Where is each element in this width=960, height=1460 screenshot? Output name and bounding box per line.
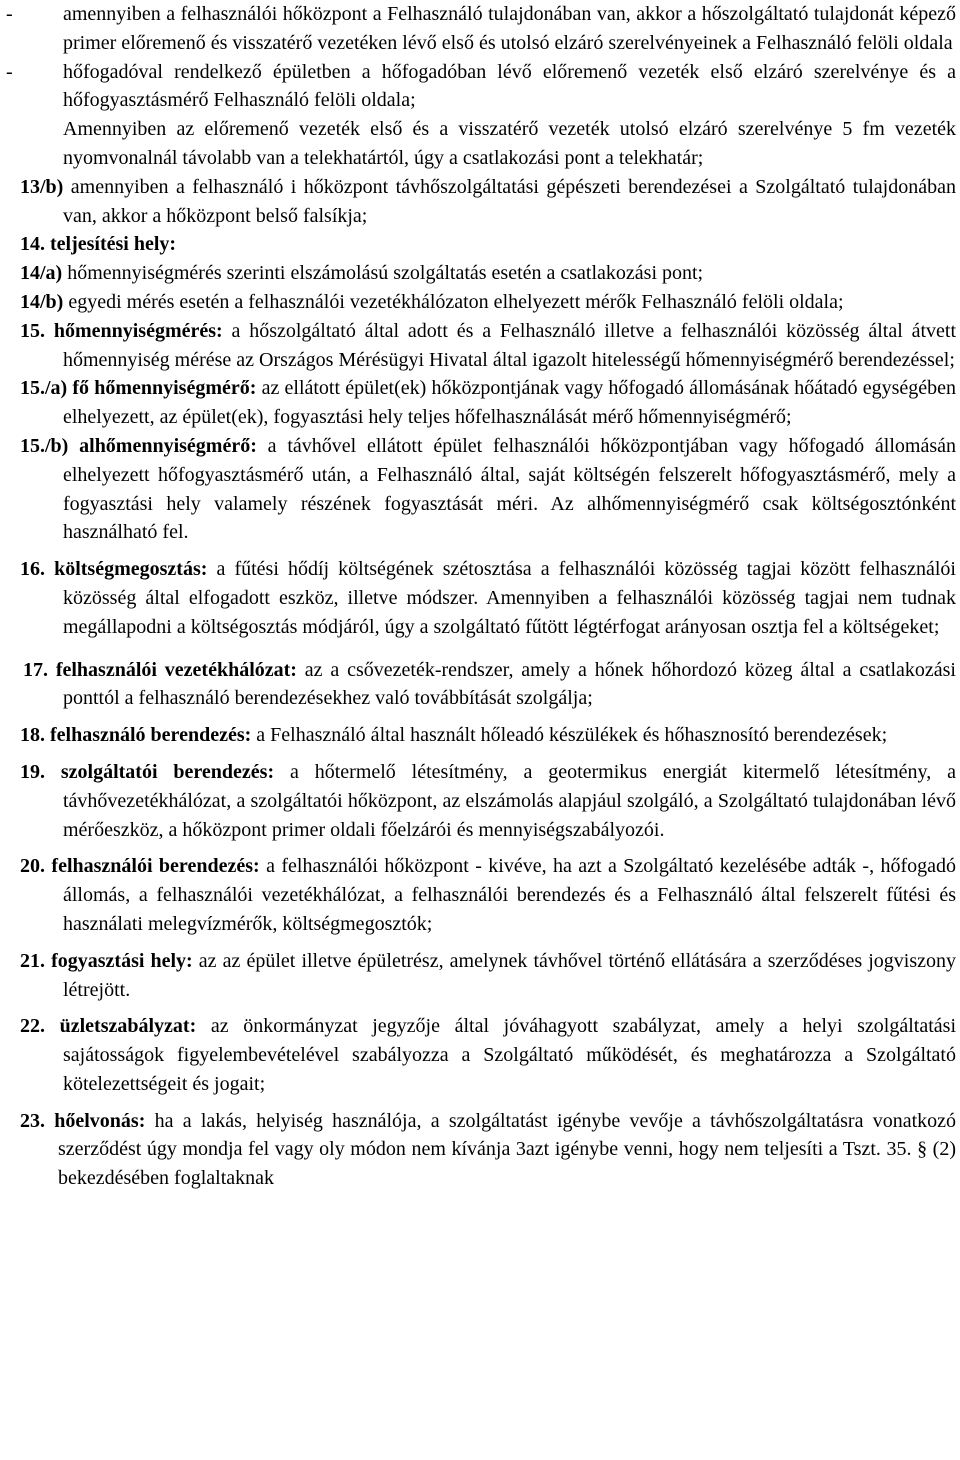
defined-term: hőelvonás: xyxy=(45,1109,146,1132)
item-number: 21. xyxy=(20,949,45,972)
paragraph-text: amennyiben a felhasználói hőközpont a Felhasználó tulajdonában van, akkor a hőszolgáltató tulajdonát képező primer előremenő és visszatérő vezetéken lévő első és utolsó elzáró szerelvényeinek a Felhasználó felöli oldala xyxy=(63,3,956,54)
definition-item xyxy=(0,1107,960,1193)
definition-item xyxy=(0,721,960,750)
item-number: 15./a) xyxy=(20,377,68,400)
definition-item xyxy=(0,317,960,375)
definition-text: a hőtermelő létesítmény, a geotermikus energiát kitermelő létesítmény, a távhővezetékhálózat, a szolgáltatói hőközpont, az elszámolás alapjául szolgáló, a Szolgáltató tulajdonában lévő mérőeszköz, a hőközpont primer oldali főelzárói és mennyiségszabályozói. xyxy=(63,760,956,841)
indented-paragraph xyxy=(0,115,960,173)
definition-text: amennyiben a felhasználó i hőközpont távhőszolgáltatási gépészeti berendezései a Szolgáltató tulajdonában van, akkor a hőközpont belső falsíkja; xyxy=(63,175,956,227)
definition-text: az a csővezeték-rendszer, amely a hőnek hőhordozó közeg által a csatlakozási ponttól a felhasználó berendezésekhez való továbbítását szolgálja; xyxy=(63,658,956,710)
item-number: 16. xyxy=(20,558,45,581)
defined-term: fő hőmennyiségmérő: xyxy=(67,377,257,400)
definition-item xyxy=(0,432,960,547)
definition-text: az az épület illetve épületrész, amelynek távhővel történő ellátására a szerződéses jogviszony létrejött. xyxy=(63,949,956,1001)
definition-item xyxy=(0,259,960,288)
item-number: 23. xyxy=(20,1109,45,1132)
item-number: 20. xyxy=(20,855,45,878)
list-marker: - xyxy=(6,3,13,25)
definition-text: hőmennyiségmérés szerinti elszámolású szolgáltatás esetén a csatlakozási pont; xyxy=(62,262,704,285)
defined-term: felhasználói vezetékhálózat: xyxy=(48,658,297,681)
defined-term: fogyasztási hely: xyxy=(45,949,193,972)
list-marker: - xyxy=(6,60,13,83)
definition-text: a Felhasználó által használt hőleadó készülékek és hőhasznosító berendezések; xyxy=(251,724,888,747)
item-number: 22. xyxy=(20,1015,45,1038)
definition-item xyxy=(0,173,960,231)
definition-text: a fűtési hődíj költségének szétosztása a felhasználói közösség tagjai között felhasználói közösség által elfogadott eszköz, illetve módszer. Amennyiben a felhasználói közösség tagjai nem tudnak megállapodni a költségosztás módjáról, úgy a szolgáltató fűtött légtérfogat arányosan osztja fel a költségeket; xyxy=(63,558,956,638)
item-number: 13/b) xyxy=(20,175,64,198)
dash-list-item xyxy=(0,58,960,116)
definition-item xyxy=(0,555,960,641)
item-number: 14. xyxy=(20,233,45,256)
definition-item xyxy=(0,1012,960,1098)
defined-term: költségmegosztás: xyxy=(45,558,208,581)
defined-term: szolgáltatói berendezés: xyxy=(45,760,275,783)
item-number: 14/a) xyxy=(20,262,63,285)
definition-text: a távhővel ellátott épület felhasználói hőközpontjában vagy hőfogadó állomásán elhelyezett hőfogyasztásmérő után, a Felhasználó által, saját költségén felszerelt hőfogyasztásmérő, mely a fogyasztási hely valamely részének fogyasztását méri. Az alhőmennyiségmérő csak költségosztónként használható fel. xyxy=(63,434,956,544)
defined-term: teljesítési hely: xyxy=(45,233,177,256)
defined-term: hőmennyiségmérés: xyxy=(45,319,223,342)
defined-term: alhőmennyiségmérő: xyxy=(68,434,257,457)
item-number: 17. xyxy=(23,658,48,681)
definition-item xyxy=(0,230,960,259)
defined-term: felhasználó berendezés: xyxy=(45,724,252,747)
definition-text: ha a lakás, helyiség használója, a szolgáltatást igénybe vevője a távhőszolgáltatásra vonatkozó szerződést úgy mondja fel vagy oly módon nem kívánja 3azt igénybe venni, hogy nem teljesíti a Tszt. 35. § (2) bekezdésében foglaltaknak xyxy=(58,1109,957,1190)
item-number: 18. xyxy=(20,724,45,747)
item-number: 14/b) xyxy=(20,290,64,313)
definition-item xyxy=(0,656,960,714)
definition-text: az önkormányzat jegyzője által jóváhagyott szabályzat, amely a helyi szolgáltatási sajátosságok figyelembevételével szabályozza a Szolgáltató működését, és meghatározza a Szolgáltató kötelezettségeit és jogait; xyxy=(63,1015,956,1095)
item-number: 15. xyxy=(20,319,45,342)
definition-item xyxy=(0,758,960,844)
defined-term: üzletszabályzat: xyxy=(45,1015,197,1038)
paragraph-text: hőfogadóval rendelkező épületben a hőfogadóban lévő előremenő vezeték első elzáró szerelvénye és a hőfogyasztásmérő Felhasználó felöli oldala; xyxy=(63,60,956,112)
paragraph-text: Amennyiben az előremenő vezeték első és a visszatérő vezeték utolsó elzáró szerelvénye 5 fm vezeték nyomvonalnál távolabb van a telekhatártól, úgy a csatlakozási pont a telekhatár; xyxy=(63,118,956,169)
dash-list-item xyxy=(0,0,960,58)
definition-item xyxy=(0,288,960,317)
definition-text: az ellátott épület(ek) hőközpontjának vagy hőfogadó állomásának hőátadó egységében elhelyezett, az épület(ek), fogyasztási hely teljes hőfelhasználását mérő hőmennyiségmérő; xyxy=(63,377,957,429)
item-number: 15./b) xyxy=(20,434,69,457)
definition-text: a felhasználói hőközpont - kivéve, ha azt a Szolgáltató kezelésébe adták -, hőfogadó állomás, a felhasználói vezetékhálózat, a felhasználói berendezés és a Felhasználó által felszerelt fűtési és használati melegvízmérők, költségmegosztók; xyxy=(63,855,957,935)
definition-item xyxy=(0,947,960,1005)
definition-item xyxy=(0,374,960,432)
definition-item xyxy=(0,852,960,938)
item-number: 19. xyxy=(20,760,45,783)
defined-term: felhasználói berendezés: xyxy=(45,855,260,878)
definition-text: egyedi mérés esetén a felhasználói vezetékhálózaton elhelyezett mérők Felhasználó felöli oldala; xyxy=(63,290,844,313)
definition-text: a hőszolgáltató által adott és a Felhasználó illetve a felhasználói közösség által átvett hőmennyiség mérése az Országos Mérésügyi Hivatal által igazolt hitelességű hőmennyiségmérő berendezéssel; xyxy=(63,319,956,371)
